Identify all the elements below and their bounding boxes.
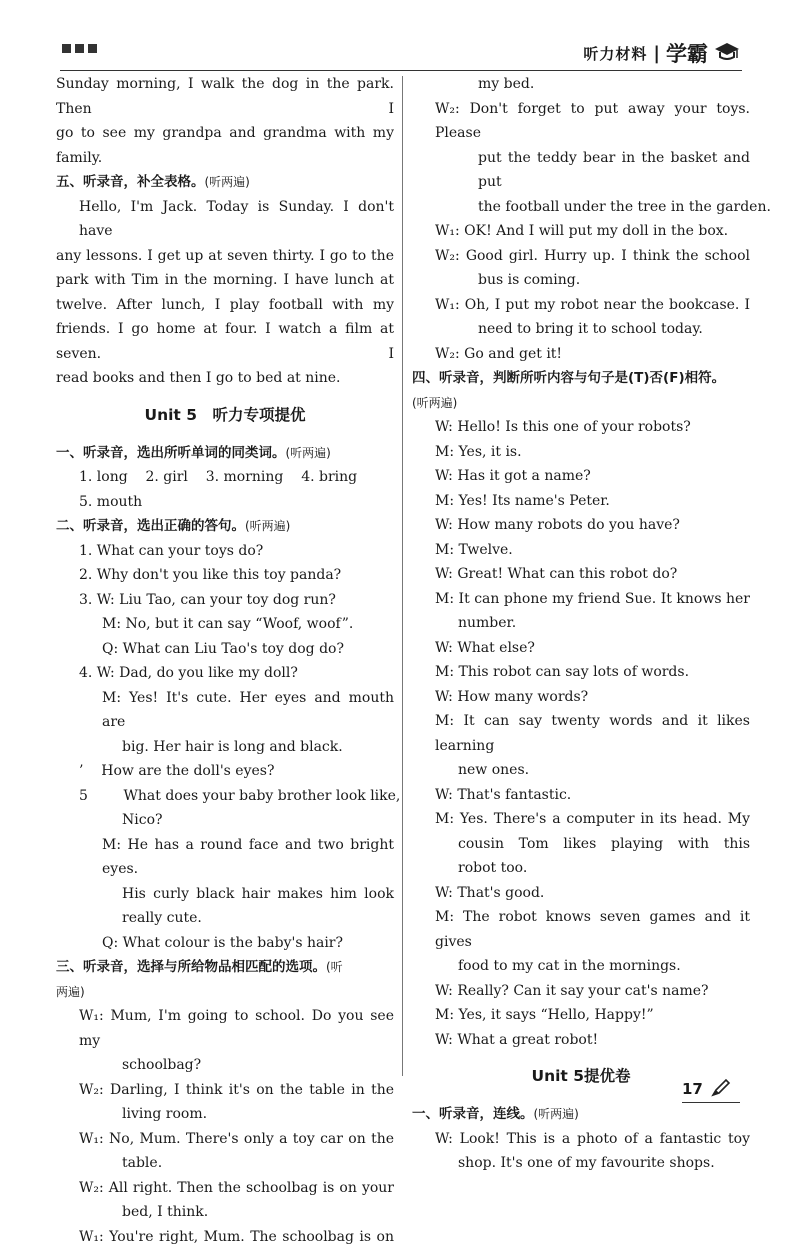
text-line: really cute. <box>56 906 394 931</box>
graduation-cap-icon <box>714 41 740 65</box>
text-line: park with Tim in the morning. I have lunch at <box>56 268 394 293</box>
text-line: ’ How are the doll's eyes? <box>56 759 394 784</box>
pencil-icon <box>709 1078 731 1098</box>
text-line: bed, I think. <box>56 1200 394 1225</box>
footer-rule <box>682 1102 740 1103</box>
section-heading: 五、听录音，补全表格。(听两遍) <box>56 170 394 195</box>
text-line: M: Yes, it is. <box>412 440 750 465</box>
text-line: M: No, but it can say “Woof, woof”. <box>56 612 394 637</box>
text-line: need to bring it to school today. <box>412 317 750 342</box>
text-line: 4. W: Dad, do you like my doll? <box>56 661 394 686</box>
text-line: W: What a great robot! <box>412 1028 750 1053</box>
page-header <box>0 0 800 70</box>
text-line: food to my cat in the mornings. <box>412 954 750 979</box>
header-separator: | <box>653 43 660 64</box>
text-line: W: How many robots do you have? <box>412 513 750 538</box>
text-line: W: Really? Can it say your cat's name? <box>412 979 750 1004</box>
text-line: His curly black hair makes him look <box>56 882 394 907</box>
text-line: W₁: No, Mum. There's only a toy car on the <box>56 1127 394 1152</box>
text-line: W₁: Oh, I put my robot near the bookcase. I <box>412 293 750 318</box>
header-brand: 学霸 <box>666 38 708 68</box>
right-column <box>412 72 750 1176</box>
text-line: any lessons. I get up at seven thirty. I go to the <box>56 244 394 269</box>
text-line: W: How many words? <box>412 685 750 710</box>
text-line: Q: What can Liu Tao's toy dog do? <box>56 637 394 662</box>
section-heading: 三、听录音，选择与所给物品相匹配的选项。(听 <box>56 955 394 980</box>
text-line: W₂: Darling, I think it's on the table in the <box>56 1078 394 1103</box>
text-line: 5 What does your baby brother look like, <box>56 784 394 809</box>
text-line: bus is coming. <box>412 268 750 293</box>
text-line: 5. mouth <box>56 490 394 515</box>
text-line: 1. long 2. girl 3. morning 4. bring <box>56 465 394 490</box>
text-line: living room. <box>56 1102 394 1127</box>
unit-title: Unit 5 听力专项提优 <box>56 403 394 427</box>
text-line: M: This robot can say lots of words. <box>412 660 750 685</box>
text-line: M: Twelve. <box>412 538 750 563</box>
section-heading: 一、听录音，连线。(听两遍) <box>412 1102 750 1127</box>
page-footer <box>682 1078 731 1098</box>
text-line: twelve. After lunch, I play football with my <box>56 293 394 318</box>
text-line: W₂: Good girl. Hurry up. I think the school <box>412 244 750 269</box>
text-line: shop. It's one of my favourite shops. <box>412 1151 750 1176</box>
text-line: table. <box>56 1151 394 1176</box>
text-line: number. <box>412 611 750 636</box>
section-heading-cont: 两遍) <box>56 980 394 1005</box>
text-line: cousin Tom likes playing with this <box>412 832 750 857</box>
text-line: schoolbag? <box>56 1053 394 1078</box>
text-line: M: The robot knows seven games and it gives <box>412 905 750 954</box>
section-heading-cont: (听两遍) <box>412 391 750 416</box>
section-heading: 二、听录音，选出正确的答句。(听两遍) <box>56 514 394 539</box>
text-line: M: Yes. There's a computer in its head. My <box>412 807 750 832</box>
left-column <box>56 72 394 1249</box>
text-line: the football under the tree in the garden. <box>412 195 750 220</box>
text-line: go to see my grandpa and grandma with my family. <box>56 121 394 170</box>
header-right <box>583 38 740 68</box>
text-line: 1. What can your toys do? <box>56 539 394 564</box>
text-line: robot too. <box>412 856 750 881</box>
text-line: W₂: Go and get it! <box>412 342 750 367</box>
text-line: my bed. <box>412 72 750 97</box>
column-divider <box>402 76 403 1076</box>
text-line: W₁: OK! And I will put my doll in the box. <box>412 219 750 244</box>
text-line: M: It can phone my friend Sue. It knows her <box>412 587 750 612</box>
header-label: 听力材料 <box>583 43 647 64</box>
section-heading: 四、听录音，判断所听内容与句子是(T)否(F)相符。 <box>412 366 750 391</box>
text-line: 3. W: Liu Tao, can your toy dog run? <box>56 588 394 613</box>
text-line: Nico? <box>56 808 394 833</box>
header-squares <box>62 44 97 53</box>
text-line: M: Yes, it says “Hello, Happy!” <box>412 1003 750 1028</box>
text-line: W₂: Don't forget to put away your toys. Please <box>412 97 750 146</box>
text-line: W: Hello! Is this one of your robots? <box>412 415 750 440</box>
text-line: 2. Why don't you like this toy panda? <box>56 563 394 588</box>
section-heading: 一、听录音，选出所听单词的同类词。(听两遍) <box>56 441 394 466</box>
text-line: W: That's fantastic. <box>412 783 750 808</box>
text-line: M: He has a round face and two bright eyes. <box>56 833 394 882</box>
text-line: W: What else? <box>412 636 750 661</box>
text-line: W: Has it got a name? <box>412 464 750 489</box>
text-line: W: That's good. <box>412 881 750 906</box>
text-line: put the teddy bear in the basket and put <box>412 146 750 195</box>
text-line: Q: What colour is the baby's hair? <box>56 931 394 956</box>
text-line: read books and then I go to bed at nine. <box>56 366 394 391</box>
text-line: W: Look! This is a photo of a fantastic toy <box>412 1127 750 1152</box>
header-rule <box>60 70 742 71</box>
page-number: 17 <box>682 1080 703 1098</box>
text-line: Hello, I'm Jack. Today is Sunday. I don't have <box>56 195 394 244</box>
text-line: new ones. <box>412 758 750 783</box>
text-line: big. Her hair is long and black. <box>56 735 394 760</box>
text-line: W₂: All right. Then the schoolbag is on your <box>56 1176 394 1201</box>
unit-title: Unit 5提优卷 <box>412 1064 750 1088</box>
text-line: M: It can say twenty words and it likes learning <box>412 709 750 758</box>
text-line: Sunday morning, I walk the dog in the park. Then I <box>56 72 394 121</box>
text-line: M: Yes! Its name's Peter. <box>412 489 750 514</box>
text-line: W: Great! What can this robot do? <box>412 562 750 587</box>
text-line: M: Yes! It's cute. Her eyes and mouth are <box>56 686 394 735</box>
text-line: W₁: You're right, Mum. The schoolbag is on <box>56 1225 394 1249</box>
text-line: W₁: Mum, I'm going to school. Do you see my <box>56 1004 394 1053</box>
text-line: friends. I go home at four. I watch a film at seven. I <box>56 317 394 366</box>
